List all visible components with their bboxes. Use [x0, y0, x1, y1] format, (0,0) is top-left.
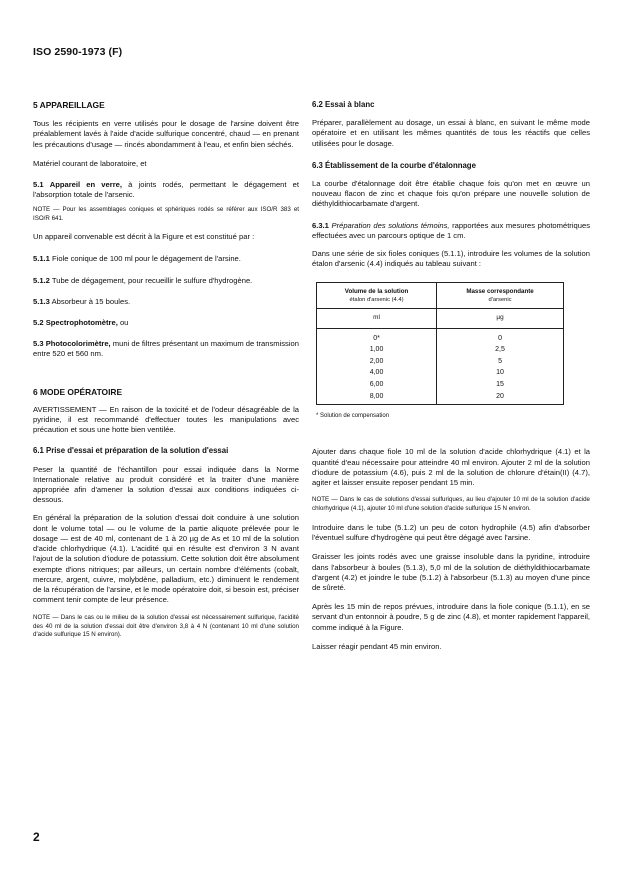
volume-header-sublabel: étalon d'arsenic (4.4)	[349, 297, 404, 304]
section-5-materiel: Matériel courant de laboratoire, et	[33, 158, 147, 168]
table-cell: 4,00	[369, 369, 384, 377]
section-5-1-text: à joints rodés, permettant le dégagement et l'absorption totale de l'arsenic.	[33, 180, 299, 200]
section-5-1-2-number: 5.1.2	[33, 275, 50, 285]
table-header-mass	[437, 283, 564, 309]
section-6-1-note: NOTE — Dans le cas ou le milieu de la solution d'essai est nécessairement sulfurique, l'acidité des 40 ml de la solution d'essai doit être d'environ 3,8 à 4 N (contenant 10 ml d'une solution d'acide sulfurique 15 N environ).	[33, 614, 299, 639]
section-6-2-paragraph: Préparer, parallèlement au dosage, un essai à blanc, en suivant le même mode opératoire et en utilisant les mêmes quantités de tous les réactifs que celles utilisées pour le dosage.	[312, 118, 590, 148]
section-6-heading: 6 MODE OPÉRATOIRE	[33, 386, 123, 397]
table-cell: 10	[496, 369, 504, 377]
section-5-1	[33, 180, 299, 200]
note-sulfuric: NOTE — Dans le cas de solutions d'essai sulfuriques, au lieu d'ajouter 10 ml de la solution d'acide chlorhydrique (4.1), ajouter 10 ml d'une solution d'acide sulfurique 15 N environ.	[312, 496, 590, 512]
table-cell: 8,00	[369, 392, 384, 400]
table-cell: 5	[498, 357, 502, 365]
section-6-1-paragraph-2: En général la préparation de la solution d'essai doit conduire à une solution dont le volume total — ou le volume de la partie aliquote prélevée pour le dosage — est de 40 ml, contenant de 1 à 20 µg de As et 10 ml de la solution d'acide chlorhydrique (4.1). L'acidité qui en résulte est d'environ 3 N avant l'ajout de la solution d'iodure de potassium. Cette solution doit être absolument exempte d'ions nitriques; par ailleurs, un certain nombre d'éléments (cobalt, mercure, argent, cuivre, molybdène, palladium, etc.) diminuent le rendement de la récupération de l'arsine, et le mode opératoire doit, si besoin est, préciser comment tenir compte de leur présence.	[33, 513, 299, 605]
volume-values	[317, 328, 437, 405]
section-6-3-heading: 6.3 Établissement de la courbe d'étalonnage	[312, 160, 476, 170]
section-6-1-heading: 6.1 Prise d'essai et préparation de la solution d'essai	[33, 446, 229, 456]
section-6-2-heading: 6.2 Essai à blanc	[312, 100, 375, 109]
paragraph-graisser: Graisser les joints rodés avec une graisse insoluble dans la pyridine, introduire dans l'absorbeur à boules (5.1.3), 5,0 ml de la solution de diéthyldithiocarbamate d'argent (4.2) et joindre le tube (5.1.2) à l'absorbeur (5.1.3) au moyen d'une pince de sûreté.	[312, 552, 590, 593]
mass-header-sublabel: d'arsenic	[488, 297, 512, 304]
paragraph-ajouter: Ajouter dans chaque fiole 10 ml de la solution d'acide chlorhydrique (4.1) et la quantité d'eau nécessaire pour atteindre 40 ml environ. Ajouter 2 ml de la solution d'iodure de potassium (4.6), puis 2 ml de la solution de chlorure d'étain(II) (4.7), agiter et laisser ensuite reposer pendant 15 min.	[312, 447, 590, 488]
volume-unit: ml	[317, 309, 437, 328]
table-cell: 2,00	[369, 357, 384, 365]
paragraph-laisser: Laisser réagir pendant 45 min environ.	[312, 641, 442, 651]
section-5-1-3-number: 5.1.3	[33, 296, 50, 306]
section-5-1-3-text: Absorbeur à 15 boules.	[49, 296, 131, 306]
table-cell: 2,5	[495, 346, 505, 354]
table-header-volume	[317, 283, 437, 309]
section-5-1-2	[33, 276, 299, 286]
table-unit-row	[317, 309, 564, 328]
standards-table	[316, 282, 564, 405]
section-5-3-number: 5.3	[33, 339, 44, 349]
section-6-3-1	[312, 221, 590, 241]
section-5-2	[33, 318, 299, 328]
mass-values	[437, 328, 564, 405]
section-5-1-2-text: Tube de dégagement, pour recueillir le sulfure d'hydrogène.	[49, 275, 253, 285]
table-cell: 20	[496, 392, 504, 400]
mass-header-label: Masse correspondante	[466, 288, 534, 296]
section-6-warning: AVERTISSEMENT — En raison de la toxicité et de l'odeur désagréable de la pyridine, il est recommandé d'effectuer toutes les manipulations avec précaution et sous une hotte bien ventilée.	[33, 404, 299, 435]
left-column	[33, 100, 299, 640]
table-header-row	[317, 283, 564, 309]
document-header: ISO 2590-1973 (F)	[33, 46, 123, 58]
section-5-1-title: Appareil en verre,	[49, 180, 123, 190]
section-5-1-1-number: 5.1.1	[33, 254, 50, 264]
table-cell: 6,00	[369, 381, 384, 389]
table-cell: 1,00	[369, 346, 384, 354]
section-5-paragraph: Tous les récipients en verre utilisés pour le dosage de l'arsine doivent être préalablement lavés à l'aide d'acide sulfurique concentré, chaud — en prenant les précautions d'usage — rincés abondamment à l'eau, et enfin bien séchés.	[33, 119, 299, 149]
section-6-3-1-number: 6.3.1	[312, 220, 329, 230]
section-5-2-text: ou	[117, 318, 129, 328]
table-cell: 0	[498, 334, 502, 342]
right-column	[312, 100, 590, 652]
table-values-row	[317, 328, 564, 405]
paragraph-apres: Après les 15 min de repos prévues, introduire dans la fiole conique (5.1.1), en se servant d'un entonnoir à poudre, 5 g de zinc (4.8), et monter rapidement l'appareil, comme indiqué à la Figure.	[312, 602, 590, 632]
section-5-1-number: 5.1	[33, 180, 44, 190]
section-5-1-note: NOTE — Pour les assemblages coniques et sphériques rodés se référer aux ISO/R 383 et ISO/R 641.	[33, 206, 299, 222]
section-5-3-text: muni de filtres présentant un maximum de transmission entre 520 et 560 nm.	[33, 339, 299, 359]
table-cell: 15	[496, 381, 504, 389]
paragraph-introduire: Introduire dans le tube (5.1.2) un peu de coton hydrophile (4.5) afin d'absorber l'éventuel sulfure d'hydrogène qui peut être dégagé avec l'arsine.	[312, 523, 590, 543]
section-5-2-title: Spectrophotomètre,	[45, 318, 118, 328]
section-6-3-1-paragraph: Dans une série de six fioles coniques (5.1.1), introduire les volumes de la solution étalon d'arsenic (4.4) indiqués au tableau suivant :	[312, 249, 590, 269]
section-5-1-1	[33, 254, 299, 264]
section-6-3-1-text: rapportées aux mesures photométriques effectuées avec un parcours optique de 1 cm.	[312, 220, 590, 240]
page-number: 2	[33, 830, 40, 844]
section-5-1-paragraph: Un appareil convenable est décrit à la Figure et est constitué par :	[33, 232, 255, 242]
section-5-1-3	[33, 297, 299, 307]
volume-header-label: Volume de la solution	[344, 288, 409, 296]
section-6-1-paragraph-1: Peser la quantité de l'échantillon pour essai indiquée dans la Norme Internationale relative au produit considéré et la traiter d'une manière appropriée afin d'amener la solution d'essai aux conditions indiquées ci-dessous.	[33, 464, 299, 505]
section-5-2-number: 5.2	[33, 318, 44, 328]
section-6-3-paragraph: La courbe d'étalonnage doit être établie chaque fois qu'on met en œuvre un nouveau flacon de zinc et chaque fois qu'on prépare une nouvelle solution de diéthyldithiocarbamate d'argent.	[312, 179, 590, 209]
section-5-3-title: Photocolorimètre,	[45, 339, 111, 349]
table-cell: 0*	[373, 334, 380, 342]
section-6-3-1-title: Préparation des solutions témoins,	[331, 220, 450, 230]
section-5-heading: 5 APPAREILLAGE	[33, 100, 105, 110]
section-5-1-1-text: Fiole conique de 100 ml pour le dégagement de l'arsine.	[49, 254, 241, 264]
mass-unit: µg	[437, 309, 564, 328]
table-footnote: * Solution de compensation	[316, 413, 390, 420]
section-5-3	[33, 339, 299, 359]
